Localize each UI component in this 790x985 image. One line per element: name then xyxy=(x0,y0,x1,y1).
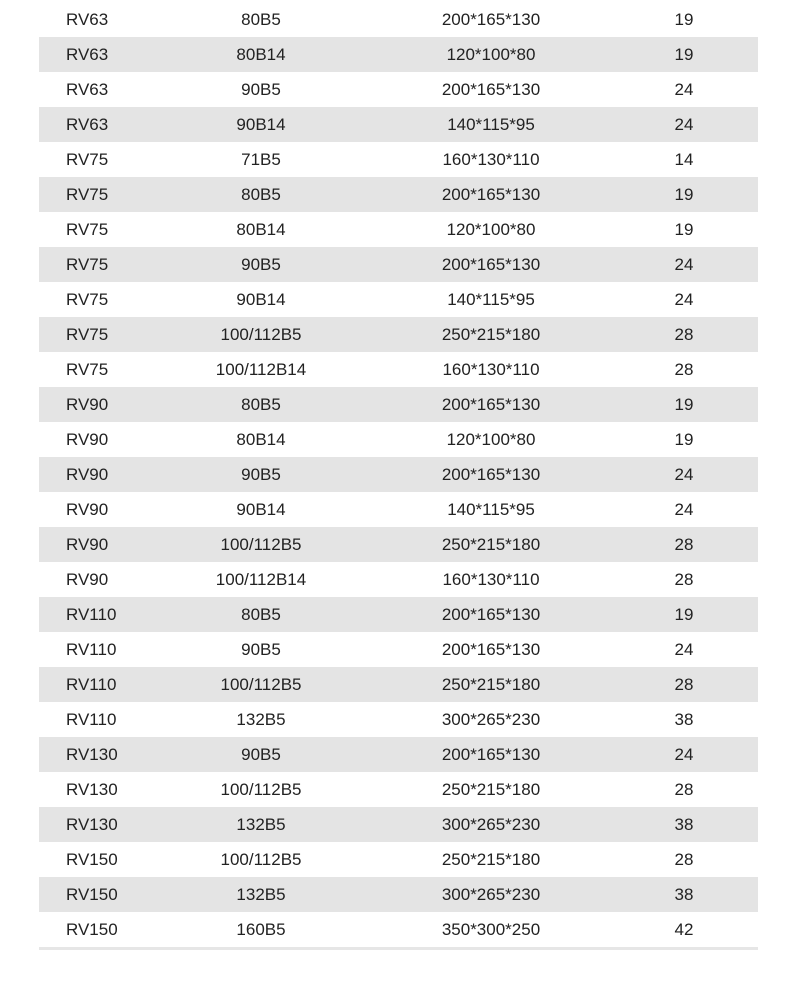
model-cell: RV90 xyxy=(66,429,109,449)
dimensions-cell: 250*215*180 xyxy=(441,324,541,344)
flange-cell: 90B14 xyxy=(236,114,286,134)
flange-cell: 80B14 xyxy=(236,44,286,64)
table-row xyxy=(39,37,758,72)
table-row xyxy=(39,457,758,492)
shaft-cell: 19 xyxy=(674,604,694,624)
table-row xyxy=(39,597,758,632)
model-cell: RV150 xyxy=(66,849,118,869)
dimensions-cell: 120*100*80 xyxy=(446,429,536,449)
model-cell: RV63 xyxy=(66,79,109,99)
model-cell: RV63 xyxy=(66,44,109,64)
flange-cell: 90B5 xyxy=(241,639,281,659)
shaft-cell: 19 xyxy=(674,184,694,204)
model-cell: RV110 xyxy=(66,709,117,729)
shaft-cell: 19 xyxy=(674,44,694,64)
dimensions-cell: 120*100*80 xyxy=(446,219,536,239)
model-cell: RV150 xyxy=(66,919,118,939)
shaft-cell: 24 xyxy=(674,79,694,99)
dimensions-cell: 160*130*110 xyxy=(442,359,540,379)
shaft-cell: 28 xyxy=(674,779,694,799)
dimensions-cell: 140*115*95 xyxy=(447,499,535,519)
table-row xyxy=(39,562,758,597)
flange-cell: 90B5 xyxy=(241,744,281,764)
model-cell: RV130 xyxy=(66,779,118,799)
flange-cell: 90B5 xyxy=(241,254,281,274)
dimensions-cell: 250*215*180 xyxy=(441,674,541,694)
table-row xyxy=(39,352,758,387)
shaft-cell: 28 xyxy=(674,849,694,869)
model-cell: RV75 xyxy=(66,149,109,169)
model-cell: RV90 xyxy=(66,394,109,414)
model-cell: RV75 xyxy=(66,359,109,379)
flange-cell: 80B14 xyxy=(236,429,286,449)
flange-cell: 90B14 xyxy=(236,289,286,309)
shaft-cell: 28 xyxy=(674,359,694,379)
shaft-cell: 28 xyxy=(674,569,694,589)
model-cell: RV75 xyxy=(66,324,109,344)
dimensions-cell: 350*300*250 xyxy=(441,919,541,939)
table-row xyxy=(39,247,758,282)
flange-cell: 100/112B5 xyxy=(220,674,302,694)
shaft-cell: 24 xyxy=(674,254,694,274)
dimensions-cell: 200*165*130 xyxy=(441,604,541,624)
shaft-cell: 24 xyxy=(674,289,694,309)
shaft-cell: 42 xyxy=(674,919,694,939)
dimensions-cell: 160*130*110 xyxy=(442,569,540,589)
table-row xyxy=(39,912,758,947)
dimensions-cell: 200*165*130 xyxy=(441,464,541,484)
dimensions-cell: 200*165*130 xyxy=(441,254,541,274)
table-row xyxy=(39,387,758,422)
flange-cell: 100/112B14 xyxy=(215,569,307,589)
table-row xyxy=(39,107,758,142)
dimensions-cell: 300*265*230 xyxy=(441,709,541,729)
model-cell: RV90 xyxy=(66,569,109,589)
table-row xyxy=(39,177,758,212)
dimensions-cell: 250*215*180 xyxy=(441,849,541,869)
model-cell: RV110 xyxy=(66,639,117,659)
shaft-cell: 14 xyxy=(674,149,694,169)
flange-cell: 80B5 xyxy=(241,184,281,204)
model-cell: RV130 xyxy=(66,744,118,764)
table-row xyxy=(39,632,758,667)
model-cell: RV75 xyxy=(66,289,109,309)
dimensions-cell: 250*215*180 xyxy=(441,534,541,554)
table-row xyxy=(39,317,758,352)
model-cell: RV110 xyxy=(66,674,117,694)
table-row xyxy=(39,772,758,807)
shaft-cell: 24 xyxy=(674,639,694,659)
table-row xyxy=(39,527,758,562)
flange-cell: 100/112B5 xyxy=(220,849,302,869)
flange-cell: 80B5 xyxy=(241,9,281,29)
dimensions-cell: 200*165*130 xyxy=(441,79,541,99)
model-cell: RV150 xyxy=(66,884,118,904)
model-cell: RV90 xyxy=(66,464,109,484)
dimensions-cell: 160*130*110 xyxy=(442,149,540,169)
table-row xyxy=(39,737,758,772)
table-row xyxy=(39,422,758,457)
flange-cell: 90B14 xyxy=(236,499,286,519)
table-row xyxy=(39,702,758,737)
shaft-cell: 19 xyxy=(674,429,694,449)
spec-table xyxy=(39,2,758,950)
shaft-cell: 28 xyxy=(674,674,694,694)
shaft-cell: 19 xyxy=(674,219,694,239)
dimensions-cell: 200*165*130 xyxy=(441,744,541,764)
dimensions-cell: 250*215*180 xyxy=(441,779,541,799)
model-cell: RV75 xyxy=(66,184,109,204)
flange-cell: 100/112B14 xyxy=(215,359,307,379)
shaft-cell: 38 xyxy=(674,884,694,904)
shaft-cell: 24 xyxy=(674,464,694,484)
flange-cell: 80B5 xyxy=(241,604,281,624)
shaft-cell: 38 xyxy=(674,709,694,729)
dimensions-cell: 140*115*95 xyxy=(447,114,535,134)
table-row xyxy=(39,877,758,912)
shaft-cell: 24 xyxy=(674,114,694,134)
table-row xyxy=(39,282,758,317)
flange-cell: 160B5 xyxy=(236,919,286,939)
model-cell: RV90 xyxy=(66,499,109,519)
dimensions-cell: 120*100*80 xyxy=(446,44,536,64)
shaft-cell: 28 xyxy=(674,534,694,554)
table-row xyxy=(39,492,758,527)
flange-cell: 132B5 xyxy=(236,814,286,834)
flange-cell: 80B5 xyxy=(241,394,281,414)
table-row xyxy=(39,72,758,107)
model-cell: RV63 xyxy=(66,9,109,29)
table-row xyxy=(39,667,758,702)
flange-cell: 100/112B5 xyxy=(220,779,302,799)
shaft-cell: 24 xyxy=(674,744,694,764)
model-cell: RV130 xyxy=(66,814,118,834)
flange-cell: 71B5 xyxy=(241,149,281,169)
model-cell: RV75 xyxy=(66,219,109,239)
dimensions-cell: 200*165*130 xyxy=(441,394,541,414)
flange-cell: 132B5 xyxy=(236,884,286,904)
dimensions-cell: 140*115*95 xyxy=(447,289,535,309)
model-cell: RV90 xyxy=(66,534,109,554)
flange-cell: 90B5 xyxy=(241,79,281,99)
shaft-cell: 19 xyxy=(674,394,694,414)
flange-cell: 90B5 xyxy=(241,464,281,484)
dimensions-cell: 200*165*130 xyxy=(441,9,541,29)
shaft-cell: 24 xyxy=(674,499,694,519)
table-row xyxy=(39,142,758,177)
shaft-cell: 19 xyxy=(674,9,694,29)
model-cell: RV75 xyxy=(66,254,109,274)
dimensions-cell: 300*265*230 xyxy=(441,814,541,834)
flange-cell: 80B14 xyxy=(236,219,286,239)
table-row xyxy=(39,807,758,842)
flange-cell: 100/112B5 xyxy=(220,324,302,344)
dimensions-cell: 300*265*230 xyxy=(441,884,541,904)
table-row xyxy=(39,2,758,37)
model-cell: RV63 xyxy=(66,114,109,134)
flange-cell: 100/112B5 xyxy=(220,534,302,554)
table-row xyxy=(39,212,758,247)
model-cell: RV110 xyxy=(66,604,117,624)
dimensions-cell: 200*165*130 xyxy=(441,639,541,659)
shaft-cell: 38 xyxy=(674,814,694,834)
shaft-cell: 28 xyxy=(674,324,694,344)
table-row xyxy=(39,842,758,877)
dimensions-cell: 200*165*130 xyxy=(441,184,541,204)
flange-cell: 132B5 xyxy=(236,709,286,729)
